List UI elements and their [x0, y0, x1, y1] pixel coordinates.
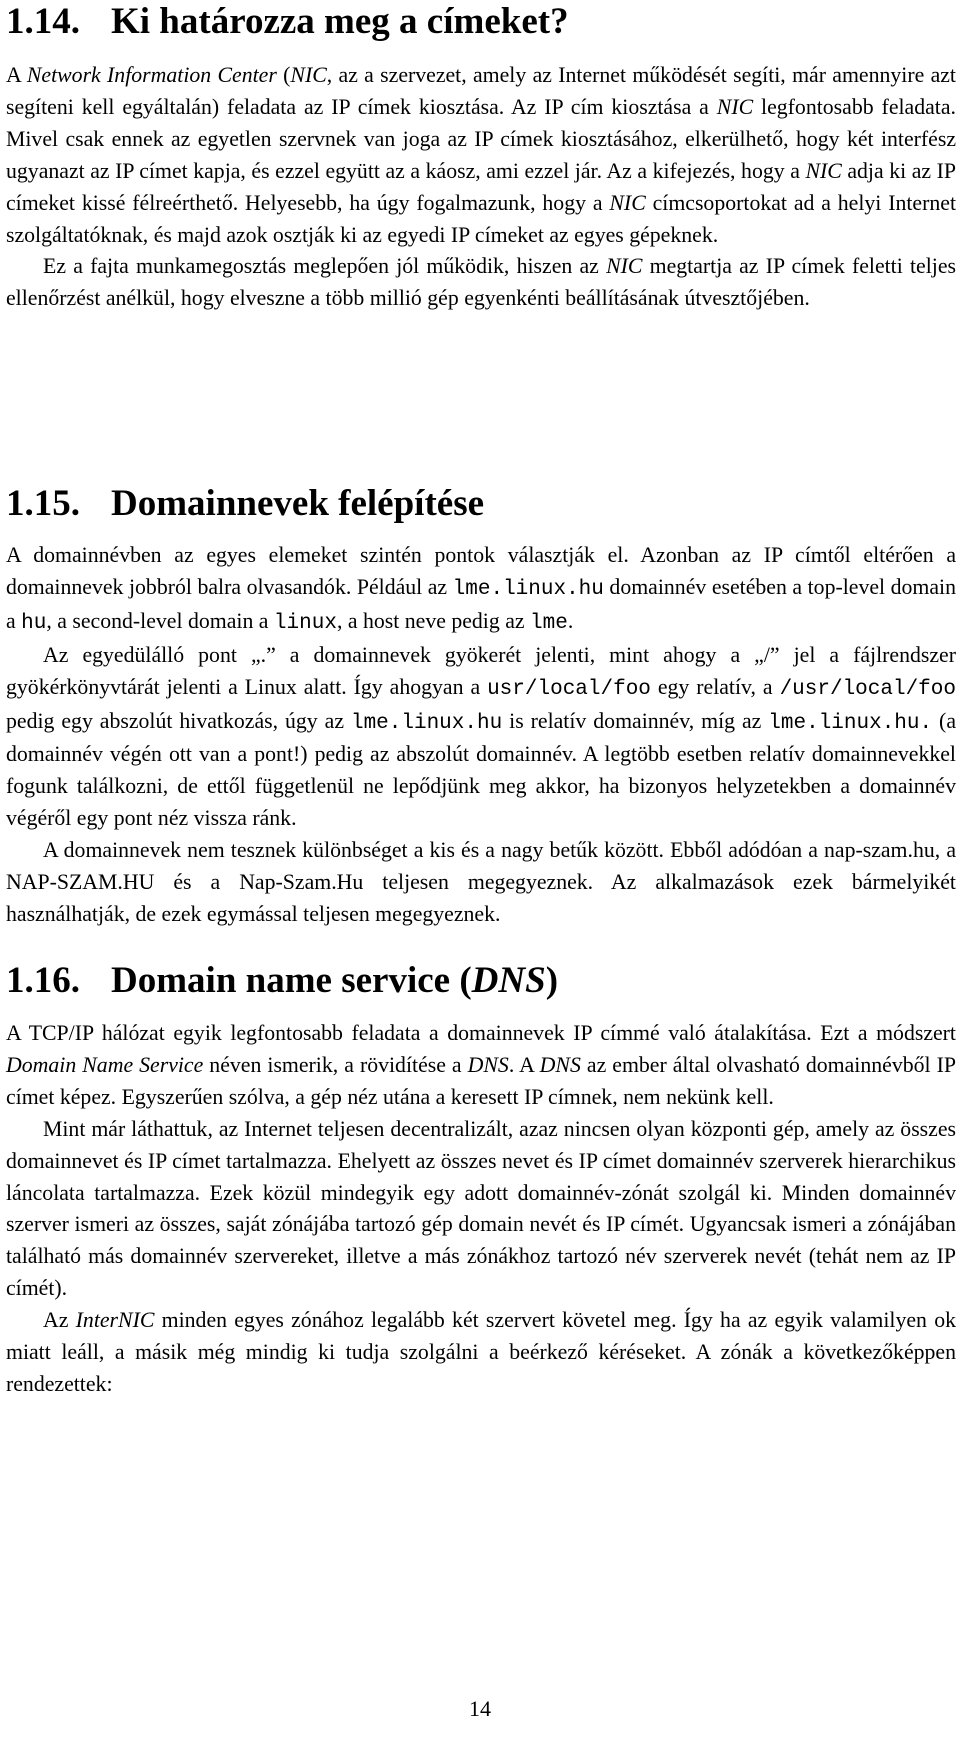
italic-run: NIC: [606, 254, 643, 279]
text-run: az ember által olvasható domainnévből IP címet képez. Egyszerűen szólva, a gép néz utána a keresett IP címnek, nem nekünk kell.: [6, 1052, 956, 1109]
text-run: Az: [43, 1308, 76, 1333]
section-body: [6, 540, 956, 931]
code-run: /usr/local/foo: [779, 677, 956, 701]
italic-run: DNS: [539, 1052, 581, 1077]
section-heading: [6, 3, 569, 40]
paragraph: [6, 1305, 956, 1401]
section-number: 1.16.: [6, 960, 80, 1001]
code-run: lme: [530, 611, 568, 635]
section-title: Domainnevek felépítése: [111, 483, 485, 524]
section-title: Ki határozza meg a címeket?: [111, 1, 569, 42]
section-title: [111, 962, 558, 999]
text-run: Az egyedülálló pont „.” a domainnevek gyökerét jelenti, mint ahogy a „/” jel a fájlrendszer gyökérkönyvtárát jelenti a Linux alatt. Így ahogyan a: [6, 642, 956, 699]
italic-run: Domain Name Service: [6, 1052, 204, 1077]
text-run: egy relatív, a: [650, 674, 780, 699]
text-run: néven ismerik, a rövidítése a: [203, 1052, 468, 1077]
text-run: (a domainnév végén ott van a pont!) pedig az abszolút domainnév. A legtöbb esetben relatív domainnevekkel fogunk találkozni, de ettől függetlenül ne lepődjünk meg akkor, ha bizonyos helyzetekben a domainnév végéről egy pont néz vissza ránk.: [6, 708, 956, 831]
code-run: usr/local/foo: [487, 677, 651, 701]
section-heading: [6, 485, 484, 522]
section-number: 1.14.: [6, 1, 80, 42]
text-run: pedig egy abszolút hivatkozás, úgy az: [6, 708, 351, 733]
code-run: lme.linux.hu: [350, 711, 503, 735]
text-run: . A: [508, 1052, 540, 1077]
italic-run: NIC: [609, 190, 646, 215]
text-run: A TCP/IP hálózat egyik legfontosabb feladata a domainnevek IP címmé való átalakítása. Ezt a módszert: [6, 1021, 956, 1045]
paragraph: [6, 835, 956, 931]
paragraph: [6, 251, 956, 315]
text-run: Domain name service (: [111, 960, 472, 1001]
paragraph: [6, 640, 956, 835]
paragraph: [6, 1114, 956, 1305]
text-run: A: [6, 63, 27, 87]
text-run: , a host neve pedig az: [336, 608, 531, 633]
section-body: [6, 1018, 956, 1401]
text-run: Ez a fajta munkamegosztás meglepően jól működik, hiszen az: [43, 254, 607, 279]
italic-run: DNS: [467, 1052, 509, 1077]
italic-run: InterNIC: [75, 1308, 155, 1333]
paragraph: [6, 540, 956, 640]
text-run: megtartja az IP címek feletti teljes ellenőrzést anélkül, hogy elveszne a több millió gép egyenkénti beállításának útvesztőjében.: [6, 254, 957, 311]
text-run: (: [276, 63, 291, 87]
text-run: Mint már láthattuk, az Internet teljesen decentralizált, azaz nincsen olyan központi gép, amely az összes domainnevet és IP címet tartalmazza. Ehelyett az összes nevet és IP címet domainnév szerverek hierarchikus láncolata tartalmazza. Ezek közül mindegyik egy adott domainnév-zónát szolgál ki. Minden domainnév szerver ismeri az összes, saját zónájába tartozó gép domain nevét és IP címét. Ugyancsak ismeri a zónájában található más domainnév szervereket, illetve a más zónákhoz tartozó név szerverek nevét (tehát nem az IP címét).: [6, 1116, 956, 1301]
paragraph: [6, 1018, 956, 1114]
code-run: hu: [21, 611, 47, 635]
text-run: domainnév esetében a top-level domain a: [6, 574, 957, 633]
text-run: ): [545, 960, 559, 1001]
text-run: A domainnévben az egyes elemeket szintén pontok választják el. Azonban az IP címtől eltérően a domainnevek jobbról balra olvasandók. Például az: [6, 543, 956, 599]
text-run: .: [567, 608, 574, 633]
page-number: 14: [469, 1696, 491, 1721]
italic-run: NIC: [805, 158, 842, 183]
text-run: legfontosabb feladata. Mivel csak ennek az egyetlen szervnek van joga az IP címek kiosztásához, elkerülhető, hogy két interfész ugyanazt az IP címet kapja, és ezzel együtt az a káosz, ami ezzel jár. Az a kifejezés, hogy a: [6, 94, 956, 183]
code-run: linux: [273, 611, 337, 635]
section-number: 1.15.: [6, 483, 80, 524]
code-run: lme.linux.hu: [452, 577, 604, 601]
text-run: címcsoportokat ad a helyi Internet szolgáltatóknak, és majd azok osztják ki az egyedi IP címeket az egyes gépeknek.: [6, 190, 956, 247]
italic-run: NIC: [716, 94, 754, 119]
text-run: is relatív domainnév, míg az: [502, 708, 769, 733]
section-heading: [6, 962, 558, 999]
italic-run: NIC: [290, 63, 327, 87]
text-run: minden egyes zónához legalább két szervert követel meg. Így ha az egyik valamilyen ok miatt leáll, a másik még mindig ki tudja szolgálni a beérkező kéréseket. A zónák a következőképpen rendezettek:: [6, 1308, 956, 1396]
text-run: adja ki az IP címeket kissé félreérthető. Helyesebb, ha úgy fogalmazunk, hogy a: [6, 158, 956, 215]
section-body: [6, 60, 956, 315]
italic-run: DNS: [471, 960, 546, 1001]
paragraph: [6, 60, 956, 251]
text-run: , a second-level domain a: [46, 608, 274, 633]
text-run: A domainnevek nem tesznek különbséget a kis és a nagy betűk között. Ebből adódóan a nap-szam.hu, a NAP-SZAM.HU és a Nap-Szam.Hu teljesen megegyeznek. Az alkalmazások ezek bármelyikét használhatják, de ezek egymással teljesen megegyeznek.: [6, 838, 956, 926]
text-run: , az a szervezet, amely az Internet működését segíti, már amennyire azt segíteni kell egyáltalán) feladata az IP címek kiosztása. Az IP cím kiosztása a: [6, 63, 956, 119]
italic-run: Network Information Center: [26, 63, 277, 87]
code-run: lme.linux.hu.: [768, 711, 933, 735]
